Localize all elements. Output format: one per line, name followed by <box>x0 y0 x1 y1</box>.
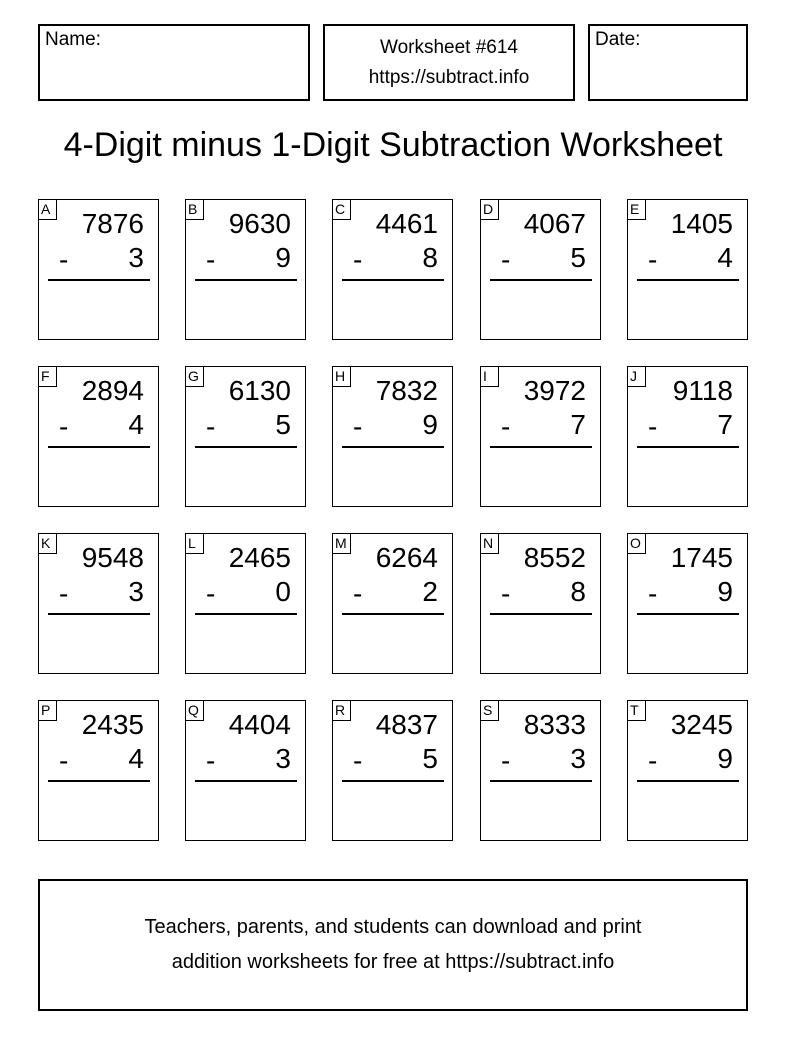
footer-box <box>38 879 748 1011</box>
problem-cell <box>332 366 453 507</box>
problem-minuend: 4837 <box>375 709 438 740</box>
answer-line <box>342 780 444 782</box>
minus-sign: - <box>648 411 658 442</box>
problem-letter: F <box>38 366 57 387</box>
minus-sign: - <box>59 578 69 609</box>
footer-line-1: Teachers, parents, and students can download and print <box>144 916 642 938</box>
worksheet-number: Worksheet #614 <box>379 37 518 58</box>
problem-minuend: 8333 <box>523 709 586 740</box>
problem-minuend: 6264 <box>375 542 438 573</box>
minus-sign: - <box>206 411 216 442</box>
problem-minuend: 1745 <box>670 542 733 573</box>
problem-subtrahend: 4 <box>717 242 733 273</box>
problem-cell <box>480 366 601 507</box>
problem-subtrahend: 9 <box>717 576 733 607</box>
minus-sign: - <box>353 244 363 275</box>
problem-minuend: 9630 <box>228 208 291 239</box>
problem-subtrahend: 3 <box>570 743 586 774</box>
problem-minuend: 6130 <box>228 375 291 406</box>
minus-sign: - <box>501 745 511 776</box>
problem-cell <box>627 366 748 507</box>
minus-sign: - <box>206 745 216 776</box>
minus-sign: - <box>648 244 658 275</box>
problem-letter: L <box>185 533 204 554</box>
problem-cell <box>332 533 453 674</box>
answer-line <box>48 279 150 281</box>
problem-cell <box>480 533 601 674</box>
problem-subtrahend: 9 <box>422 409 438 440</box>
answer-line <box>195 279 297 281</box>
problem-letter: O <box>627 533 646 554</box>
problem-letter: H <box>332 366 351 387</box>
problem-cell <box>38 700 159 841</box>
minus-sign: - <box>648 745 658 776</box>
problem-letter: T <box>627 700 646 721</box>
answer-line <box>342 279 444 281</box>
problem-minuend: 7876 <box>81 208 144 239</box>
problem-minuend: 9118 <box>672 375 733 406</box>
worksheet-info-box <box>323 24 575 101</box>
problem-cell <box>332 199 453 340</box>
problem-letter: K <box>38 533 57 554</box>
minus-sign: - <box>501 578 511 609</box>
answer-line <box>637 780 739 782</box>
minus-sign: - <box>59 411 69 442</box>
problem-minuend: 4461 <box>375 208 438 239</box>
problem-letter: M <box>332 533 351 554</box>
problem-subtrahend: 5 <box>570 242 586 273</box>
problem-minuend: 8552 <box>523 542 586 573</box>
minus-sign: - <box>59 244 69 275</box>
problem-letter: P <box>38 700 57 721</box>
problem-cell <box>185 533 306 674</box>
answer-line <box>195 780 297 782</box>
minus-sign: - <box>353 411 363 442</box>
problem-letter: R <box>332 700 351 721</box>
problem-letter: A <box>38 199 57 220</box>
problem-subtrahend: 3 <box>128 242 144 273</box>
problem-letter: Q <box>185 700 204 721</box>
minus-sign: - <box>648 578 658 609</box>
problem-minuend: 2435 <box>81 709 144 740</box>
problem-subtrahend: 8 <box>422 242 438 273</box>
problem-cell <box>185 366 306 507</box>
problem-minuend: 3972 <box>523 375 586 406</box>
answer-line <box>342 446 444 448</box>
problem-subtrahend: 3 <box>128 576 144 607</box>
problem-cell <box>332 700 453 841</box>
problem-letter: G <box>185 366 204 387</box>
problem-letter: C <box>332 199 351 220</box>
answer-line <box>490 613 592 615</box>
problem-minuend: 2465 <box>228 542 291 573</box>
problem-cell <box>627 700 748 841</box>
problem-cell <box>38 533 159 674</box>
problem-cell <box>185 700 306 841</box>
answer-line <box>48 446 150 448</box>
problem-letter: N <box>480 533 499 554</box>
answer-line <box>48 613 150 615</box>
problem-letter: I <box>480 366 499 387</box>
page-title: 4-Digit minus 1-Digit Subtraction Worksheet <box>63 126 723 164</box>
problem-minuend: 3245 <box>670 709 733 740</box>
problem-cell <box>38 199 159 340</box>
problem-cell <box>38 366 159 507</box>
answer-line <box>490 279 592 281</box>
minus-sign: - <box>501 411 511 442</box>
problem-cell <box>627 199 748 340</box>
minus-sign: - <box>206 244 216 275</box>
problem-letter: J <box>627 366 646 387</box>
answer-line <box>637 446 739 448</box>
answer-line <box>342 613 444 615</box>
problem-subtrahend: 7 <box>570 409 586 440</box>
problem-cell <box>480 700 601 841</box>
name-label: Name: <box>45 29 101 50</box>
problem-minuend: 1405 <box>670 208 733 239</box>
problem-letter: D <box>480 199 499 220</box>
problem-letter: B <box>185 199 204 220</box>
minus-sign: - <box>353 745 363 776</box>
date-label: Date: <box>595 29 641 50</box>
answer-line <box>490 446 592 448</box>
problem-subtrahend: 9 <box>275 242 291 273</box>
problem-letter: E <box>627 199 646 220</box>
minus-sign: - <box>59 745 69 776</box>
problem-cell <box>480 199 601 340</box>
problem-minuend: 2894 <box>81 375 144 406</box>
minus-sign: - <box>206 578 216 609</box>
problem-minuend: 7832 <box>375 375 438 406</box>
answer-line <box>490 780 592 782</box>
problem-subtrahend: 8 <box>570 576 586 607</box>
problem-letter: S <box>480 700 499 721</box>
answer-line <box>195 613 297 615</box>
problem-minuend: 4404 <box>228 709 291 740</box>
problem-subtrahend: 3 <box>275 743 291 774</box>
minus-sign: - <box>353 578 363 609</box>
problem-minuend: 4067 <box>523 208 586 239</box>
problem-subtrahend: 7 <box>717 409 733 440</box>
problem-subtrahend: 0 <box>275 576 291 607</box>
problem-subtrahend: 9 <box>717 743 733 774</box>
footer-line-2: addition worksheets for free at https://subtract.info <box>171 951 615 973</box>
worksheet-url: https://subtract.info <box>368 67 530 88</box>
problem-subtrahend: 4 <box>128 409 144 440</box>
problem-subtrahend: 4 <box>128 743 144 774</box>
problem-minuend: 9548 <box>81 542 144 573</box>
problem-subtrahend: 5 <box>275 409 291 440</box>
minus-sign: - <box>501 244 511 275</box>
problem-subtrahend: 2 <box>422 576 438 607</box>
answer-line <box>48 780 150 782</box>
problem-cell <box>185 199 306 340</box>
name-field-box[interactable] <box>38 24 310 101</box>
date-field-box[interactable] <box>588 24 748 101</box>
answer-line <box>637 279 739 281</box>
answer-line <box>637 613 739 615</box>
problem-cell <box>627 533 748 674</box>
answer-line <box>195 446 297 448</box>
problem-subtrahend: 5 <box>422 743 438 774</box>
